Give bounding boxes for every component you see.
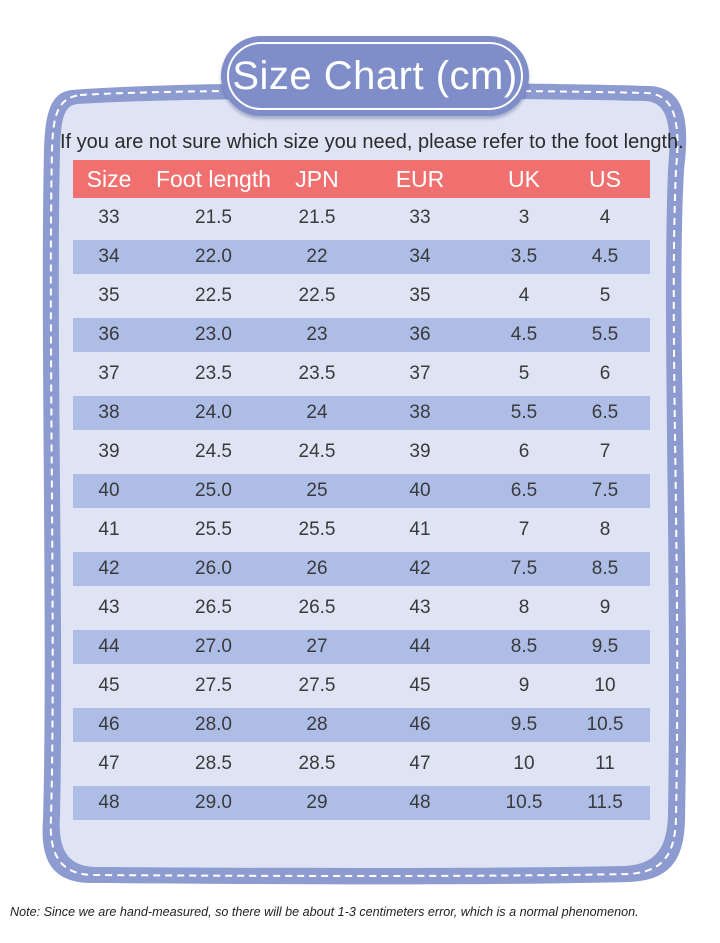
cell-us: 4.5 [591, 245, 619, 267]
cell-us: 10.5 [586, 713, 624, 735]
cell-jpn: 26 [306, 557, 328, 579]
cell-eur: 42 [409, 557, 431, 579]
cell-jpn: 23 [306, 323, 328, 345]
header-uk: UK [508, 165, 540, 192]
table-row-cells [73, 630, 650, 664]
table-row-cells [73, 591, 650, 625]
cell-eur: 44 [409, 635, 431, 657]
table-row [73, 744, 650, 783]
table-row [73, 393, 650, 432]
cell-eur: 34 [409, 245, 431, 267]
cell-jpn: 22.5 [298, 284, 336, 306]
cell-size: 44 [98, 635, 120, 657]
cell-eur: 36 [409, 323, 431, 345]
cell-foot-length: 28.0 [195, 713, 232, 735]
cell-jpn: 24 [306, 401, 328, 423]
cell-us: 9.5 [591, 635, 619, 657]
cell-jpn: 25.5 [298, 518, 336, 540]
cell-jpn: 27 [306, 635, 328, 657]
header-eur: EUR [395, 165, 445, 192]
cell-us: 9 [599, 596, 611, 618]
table-row-cells [73, 552, 650, 586]
title-badge [221, 36, 529, 116]
cell-us: 5.5 [591, 323, 619, 345]
table-row [73, 783, 650, 822]
cell-foot-length: 28.5 [195, 752, 232, 774]
cell-size: 41 [98, 518, 120, 540]
cell-size: 38 [98, 401, 120, 423]
cell-us: 7.5 [591, 479, 619, 501]
cell-eur: 35 [409, 284, 431, 306]
cell-uk: 3.5 [510, 245, 538, 267]
table-row [73, 588, 650, 627]
cell-eur: 43 [409, 596, 431, 618]
header-size: Size [86, 165, 132, 192]
table-row-cells [73, 474, 650, 508]
cell-eur: 33 [409, 206, 431, 228]
cell-uk: 9 [518, 674, 530, 696]
cell-size: 39 [98, 440, 120, 462]
cell-us: 6 [599, 362, 611, 384]
table-row [73, 237, 650, 276]
cell-us: 6.5 [591, 401, 619, 423]
cell-uk: 10.5 [505, 791, 543, 813]
cell-size: 34 [98, 245, 120, 267]
table-row-cells [73, 747, 650, 781]
cell-foot-length: 25.0 [195, 479, 232, 501]
cell-uk: 8.5 [510, 635, 538, 657]
table-row-cells [73, 279, 650, 313]
cell-uk: 10 [513, 752, 535, 774]
cell-eur: 40 [409, 479, 431, 501]
table-body [73, 198, 650, 822]
cell-jpn: 26.5 [298, 596, 336, 618]
cell-jpn: 24.5 [298, 440, 336, 462]
table-row [73, 432, 650, 471]
cell-us: 11.5 [587, 791, 623, 813]
cell-foot-length: 27.5 [195, 674, 232, 696]
cell-eur: 37 [409, 362, 431, 384]
table-row-cells [73, 201, 650, 235]
cell-foot-length: 23.0 [195, 323, 232, 345]
cell-us: 11 [595, 752, 615, 774]
cell-size: 48 [98, 791, 120, 813]
cell-uk: 7.5 [510, 557, 538, 579]
cell-jpn: 23.5 [298, 362, 336, 384]
cell-uk: 4 [518, 284, 530, 306]
cell-size: 35 [98, 284, 120, 306]
header-us: US [589, 165, 621, 192]
cell-size: 42 [98, 557, 120, 579]
cell-eur: 46 [409, 713, 431, 735]
cell-foot-length: 23.5 [195, 362, 232, 384]
table-header [73, 160, 650, 198]
cell-eur: 45 [409, 674, 431, 696]
cell-jpn: 25 [306, 479, 328, 501]
cell-jpn: 27.5 [298, 674, 336, 696]
cell-size: 45 [98, 674, 120, 696]
cell-uk: 9.5 [510, 713, 538, 735]
cell-size: 47 [98, 752, 120, 774]
cell-foot-length: 27.0 [195, 635, 232, 657]
cell-foot-length: 25.5 [195, 518, 232, 540]
table-row-cells [73, 513, 650, 547]
cell-eur: 38 [409, 401, 431, 423]
table-row [73, 510, 650, 549]
table-row-cells [73, 240, 650, 274]
cell-jpn: 29 [306, 791, 328, 813]
page-title: Size Chart (cm) [232, 54, 518, 98]
cell-us: 7 [599, 440, 611, 462]
table-row [73, 666, 650, 705]
table-row-cells [73, 435, 650, 469]
cell-uk: 6.5 [510, 479, 538, 501]
cell-jpn: 28.5 [298, 752, 336, 774]
cell-foot-length: 26.0 [195, 557, 232, 579]
table-row [73, 471, 650, 510]
cell-foot-length: 21.5 [195, 206, 232, 228]
cell-foot-length: 24.0 [195, 401, 232, 423]
cell-eur: 41 [409, 518, 431, 540]
table-row [73, 549, 650, 588]
cell-us: 8.5 [591, 557, 619, 579]
table-row [73, 315, 650, 354]
cell-size: 33 [98, 206, 120, 228]
cell-us: 5 [599, 284, 611, 306]
table-row-cells [73, 396, 650, 430]
cell-us: 10 [594, 674, 616, 696]
cell-eur: 39 [409, 440, 431, 462]
cell-size: 36 [98, 323, 120, 345]
cell-foot-length: 24.5 [195, 440, 232, 462]
table-row [73, 198, 650, 237]
table-row [73, 354, 650, 393]
header-foot-length: Foot length [155, 165, 272, 192]
header-jpn: JPN [295, 165, 339, 192]
size-table [73, 160, 650, 822]
cell-us: 8 [599, 518, 611, 540]
cell-uk: 6 [518, 440, 530, 462]
cell-uk: 3 [518, 206, 530, 228]
cell-size: 37 [98, 362, 120, 384]
table-row-cells [73, 669, 650, 703]
cell-jpn: 22 [306, 245, 328, 267]
cell-eur: 48 [409, 791, 431, 813]
cell-jpn: 21.5 [298, 206, 336, 228]
intro-text: If you are not sure which size you need, please refer to the foot length. [60, 131, 684, 153]
cell-size: 43 [98, 596, 120, 618]
cell-size: 46 [98, 713, 120, 735]
cell-uk: 5 [518, 362, 530, 384]
cell-foot-length: 29.0 [195, 791, 232, 813]
cell-uk: 5.5 [510, 401, 538, 423]
table-row-cells [73, 318, 650, 352]
table-row-cells [73, 708, 650, 742]
cell-size: 40 [98, 479, 120, 501]
cell-foot-length: 22.0 [195, 245, 232, 267]
table-row [73, 705, 650, 744]
table-row [73, 627, 650, 666]
footnote: Note: Since we are hand-measured, so there will be about 1-3 centimeters error, which is a normal phenomenon. [10, 905, 639, 919]
table-row-cells [73, 786, 650, 820]
cell-eur: 47 [409, 752, 431, 774]
table-row-cells [73, 357, 650, 391]
cell-us: 4 [599, 206, 611, 228]
cell-foot-length: 26.5 [195, 596, 232, 618]
cell-jpn: 28 [306, 713, 328, 735]
table-row [73, 276, 650, 315]
cell-uk: 4.5 [510, 323, 538, 345]
cell-uk: 7 [518, 518, 530, 540]
cell-foot-length: 22.5 [195, 284, 232, 306]
cell-uk: 8 [518, 596, 530, 618]
